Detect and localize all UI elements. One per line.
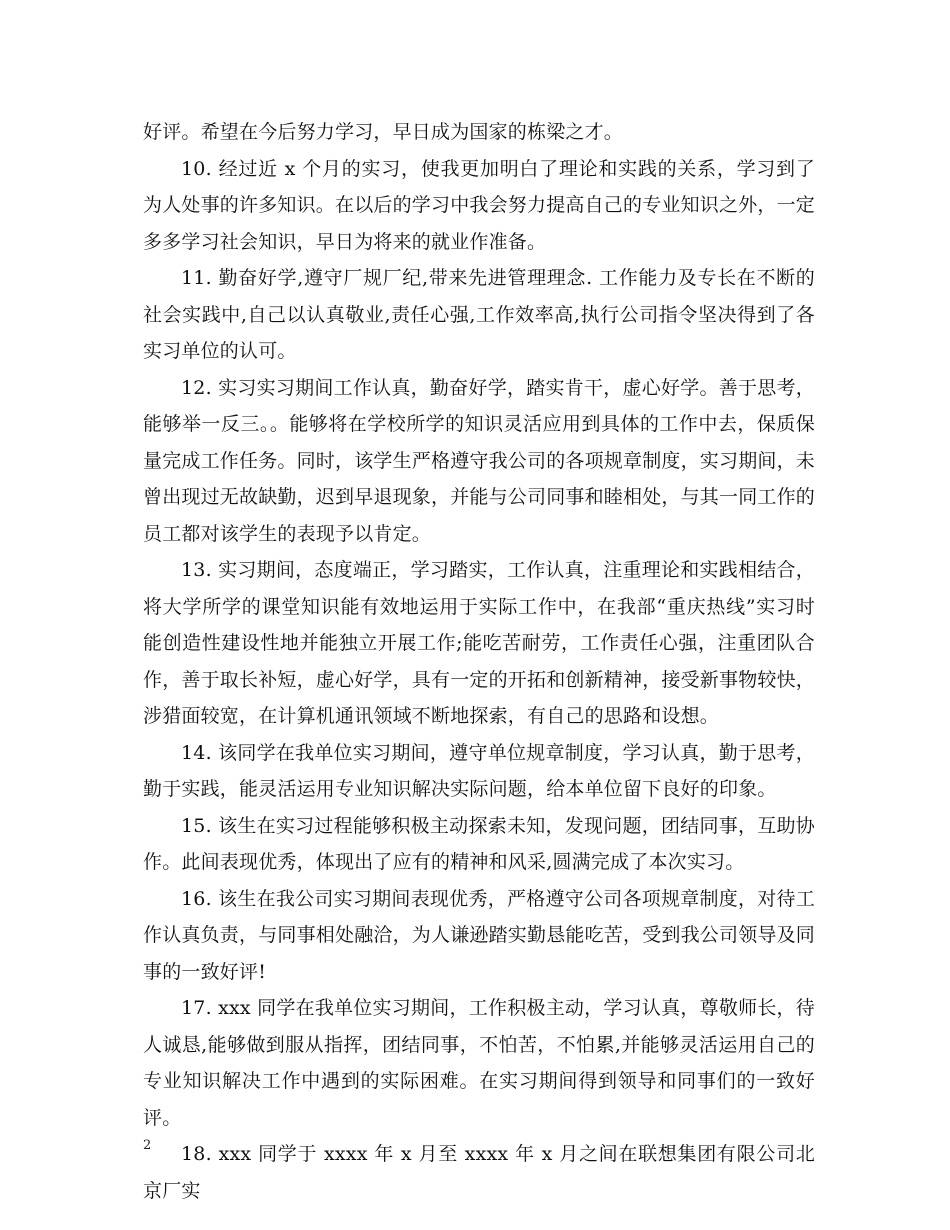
- paragraph-item-13: 13. 实习期间，态度端正，学习踏实，工作认真，注重理论和实践相结合，将大学所学的课堂知识能有效地运用于实际工作中，在我部“重庆热线”实习时能创造性建设性地并能独立开展工作;能吃苦耐劳，工作责任心强，注重团队合作，善于取长补短，虚心好学，具有一定的开拓和创新精神，接受新事物较快，涉猎面较宽，在计算机通讯领域不断地探索，有自己的思路和设想。: [143, 559, 816, 727]
- paragraph-item-10: 10. 经过近 x 个月的实习，使我更加明白了理论和实践的关系，学习到了为人处事的许多知识。在以后的学习中我会努力提高自己的专业知识之外，一定多多学习社会知识，早日为将来的就业作准备。: [143, 157, 816, 253]
- page-number: 2: [143, 1138, 152, 1153]
- paragraph-item-14: 14. 该同学在我单位实习期间，遵守单位规章制度，学习认真，勤于思考，勤于实践，能灵活运用专业知识解决实际问题，给本单位留下良好的印象。: [143, 741, 815, 800]
- document-body: [143, 114, 815, 1209]
- paragraph-item-15: 15. 该生在实习过程能够积极主动探索未知，发现问题，团结同事，互助协作。此间表现优秀，体现出了应有的精神和风采,圆满完成了本次实习。: [143, 814, 815, 873]
- paragraph-item-12: 12. 实习实习期间工作认真，勤奋好学，踏实肯干，虚心好学。善于思考，能够举一反三。。能够将在学校所学的知识灵活应用到具体的工作中去，保质保量完成工作任务。同时，该学生严格遵守我公司的各项规章制度，实习期间，未曾出现过无故缺勤，迟到早退现象，并能与公司同事和睦相处，与其一同工作的员工都对该学生的表现予以肯定。: [143, 376, 816, 545]
- paragraph-item-17: 17. xxx 同学在我单位实习期间，工作积极主动，学习认真，尊敬师长，待人诚恳,能够做到服从指挥，团结同事，不怕苦，不怕累,并能够灵活运用自己的专业知识解决工作中遇到的实际困难。在实习期间得到领导和同事们的一致好评。: [143, 997, 815, 1129]
- paragraph-item-11: 11. 勤奋好学,遵守厂规厂纪,带来先进管理理念. 工作能力及专长在不断的社会实践中,自己以认真敬业,责任心强,工作效率高,执行公司指令坚决得到了各实习单位的认可。: [143, 267, 815, 362]
- paragraph-item-16: 16. 该生在我公司实习期间表现优秀，严格遵守公司各项规章制度，对待工作认真负责，与同事相处融洽，为人谦逊踏实勤恳能吃苦，受到我公司领导及同事的一致好评!: [143, 887, 816, 983]
- paragraph-item-18: 18. xxx 同学于 xxxx 年 x 月至 xxxx 年 x 月之间在联想集团有限公司北京厂实: [143, 1143, 815, 1202]
- paragraph-continuation: 好评。希望在今后努力学习，早日成为国家的栋梁之才。: [143, 121, 624, 143]
